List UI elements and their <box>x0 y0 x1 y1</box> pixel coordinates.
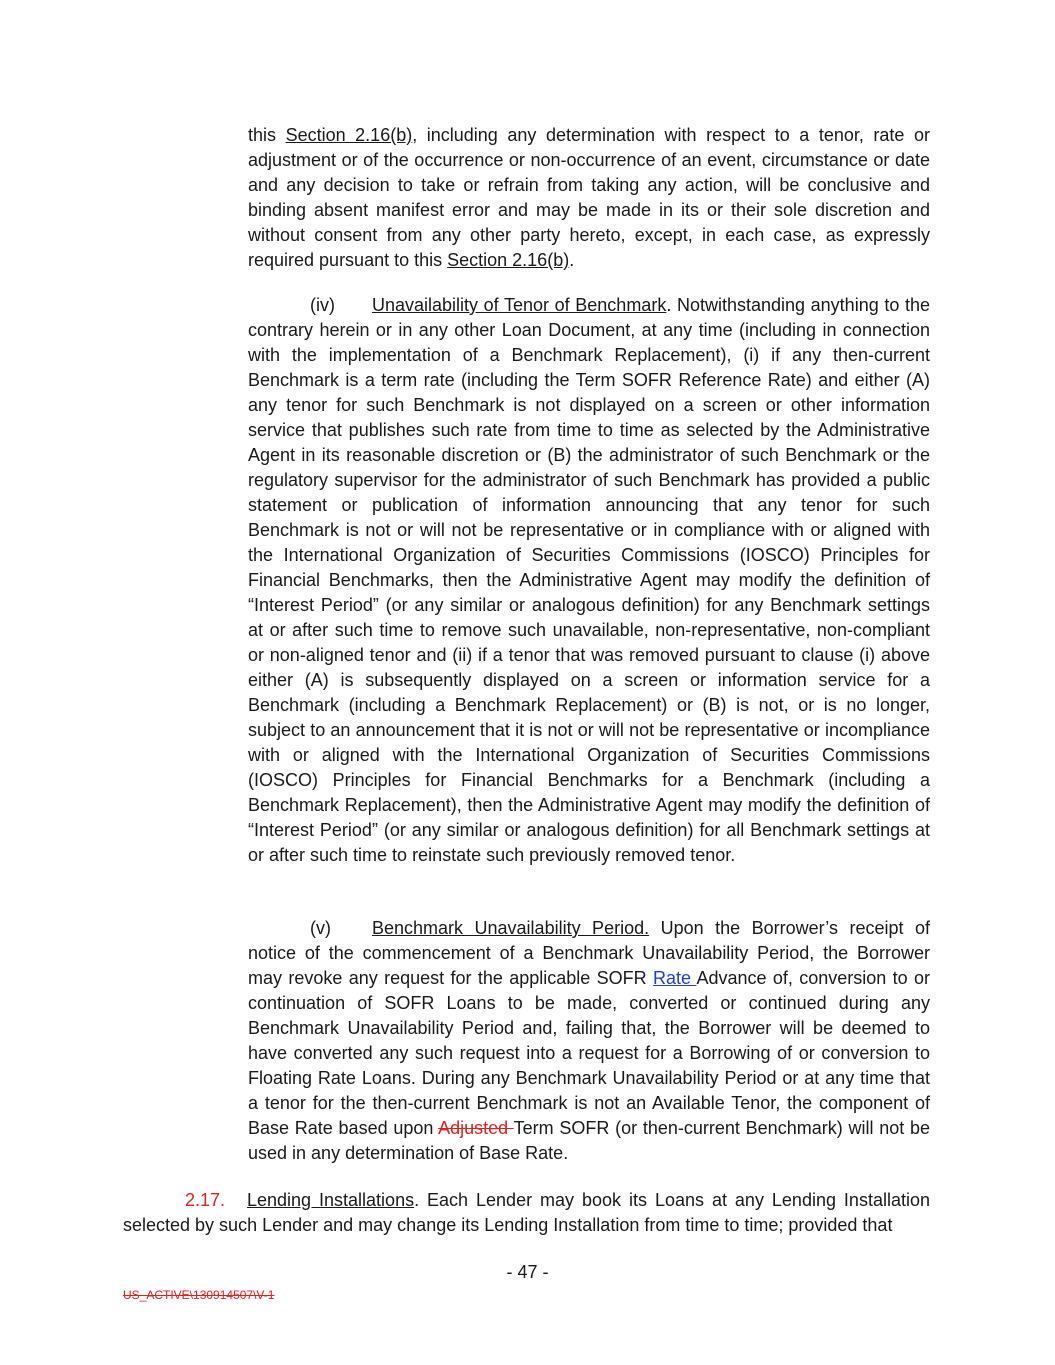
clause-body: . Notwithstanding anything to the contrary herein or in any other Loan Document, at any time (including in connection with the implementation of a Benchmark Replacement), (i) if any then-current Benchmark is a term rate (including the Term SOFR Reference Rate) and either (A) any tenor for such Benchmark is not displayed on a screen or other information service that publishes such rate from time to time as selected by the Administrative Agent in its reasonable discretion or (B) the administrator of such Benchmark or the regulatory supervisor for the administrator of such Benchmark has provided a public statement or publication of information announcing that any tenor for such Benchmark is not or will not be representative or in compliance with or aligned with the International Organization of Securities Commissions (IOSCO) Principles for Financial Benchmarks, then the Administrative Agent may modify the definition of “Interest Period” (or any similar or analogous definition) for any Benchmark settings at or after such time to remove such unavailable, non-representative, non-compliant or non-aligned tenor and (ii) if a tenor that was removed pursuant to clause (i) above either (A) is subsequently displayed on a screen or information service for a Benchmark (including a Benchmark Replacement) or (B) is not, or is no longer, subject to an announcement that it is not or will not be representative or incompliance with or aligned with the International Organization of Securities Commissions (IOSCO) Principles for Financial Benchmarks for a Benchmark (including a Benchmark Replacement), then the Administrative Agent may modify the definition of “Interest Period” (or any similar or analogous definition) for all Benchmark settings at or after such time to reinstate such previously removed tenor. <box>248 295 930 865</box>
text-run: Upon the Borrower’s receipt of notice of the commencement of a Benchmark Unavailability Period, the Borrower may revoke any request for the applicable SOFR <box>248 918 930 988</box>
paragraph-2-17 <box>123 1188 930 1238</box>
inserted-text: Rate <box>653 968 697 988</box>
paragraph-section-continuation <box>248 123 930 273</box>
clause-number: (iv) <box>310 295 335 315</box>
text-run: . <box>569 250 575 270</box>
paragraph-indent <box>248 293 372 318</box>
paragraph-indent <box>248 916 372 941</box>
section-heading: Lending Installations <box>247 1190 415 1210</box>
text-run: Advance of, conversion to or continuation of SOFR Loans to be made, converted or continued during any Benchmark Unavailability Period and, failing that, the Borrower will be deemed to have converted any such request into a request for a Borrowing of or conversion to Floating Rate Loans. During any Benchmark Unavailability Period or at any time that a tenor for the then-current Benchmark is not an Available Tenor, the component of Base Rate based upon <box>248 968 930 1138</box>
section-reference: Section 2.16(b) <box>447 250 570 270</box>
page-number: - 47 - <box>506 1262 549 1282</box>
text-run: , including any determination with respect to a tenor, rate or adjustment or of the occurrence or non-occurrence of an event, circumstance or date and any decision to take or refrain from taking any action, will be conclusive and binding absent manifest error and may be made in its or their sole discretion and without consent from any other party hereto, except, in each case, as expressly required pursuant to this <box>248 125 930 270</box>
text-run: this <box>248 125 286 145</box>
clause-number: (v) <box>310 918 331 938</box>
paragraph-iv <box>248 293 930 868</box>
clause-heading: Unavailability of Tenor of Benchmark <box>372 295 667 315</box>
text-run: Term SOFR (or then-current Benchmark) will not be used in any determination of Base Rate. <box>248 1118 930 1163</box>
section-number: 2.17. <box>185 1190 226 1210</box>
paragraph-v <box>248 916 930 1166</box>
section-body: . Each Lender may book its Loans at any Lending Installation selected by such Lender and may change its Lending Installation from time to time; provided that <box>123 1190 930 1235</box>
deleted-text: Adjusted <box>438 1118 514 1138</box>
clause-heading: Benchmark Unavailability Period. <box>372 918 650 938</box>
document-id: US_ACTIVE\130914507\V-1 <box>123 1288 275 1302</box>
section-reference: Section 2.16(b) <box>285 125 413 145</box>
